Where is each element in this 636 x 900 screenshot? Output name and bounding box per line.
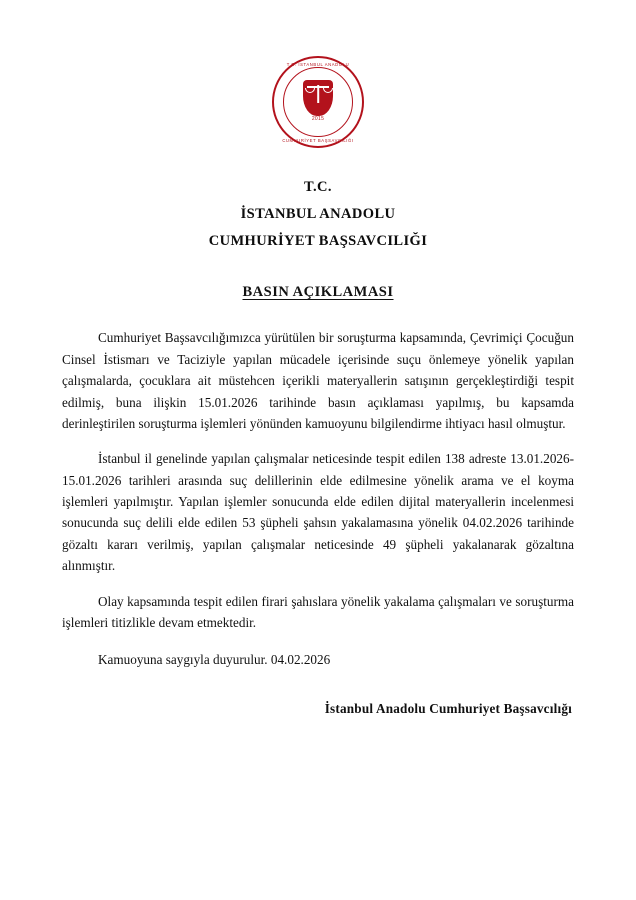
paragraph: İstanbul il genelinde yapılan çalışmalar neticesinde tespit edilen 138 adreste 13.01.2026-15.01.2026 tarihleri arasında suç delillerinin elde edilmesine yönelik arama ve el koyma işlemleri yapılmıştır. Yapılan işlemler sonucunda elde edilen dijital materyallerin incelenmesi sonucunda suç delili elde edilen 53 şüpheli şahsın yakalamasına yönelik 04.02.2026 tarihinde gözaltı kararı verilmiş, yapılan çalışmalar neticesinde 49 şüpheli yakalanarak gözaltına alınmıştır. <box>62 451 574 574</box>
signature-line: İstanbul Anadolu Cumhuriyet Başsavcılığı <box>324 700 572 716</box>
scales-of-justice-emblem-icon <box>272 56 364 148</box>
paragraph: Olay kapsamında tespit edilen firari şahıslara yönelik yakalama çalışmaları ve soruşturma işlemleri titizlikle devam etmektedir. <box>62 593 574 630</box>
document-body <box>62 327 574 670</box>
document-header <box>62 174 574 254</box>
emblem-text-bottom: CUMHURİYET BAŞSAVCILIĞI <box>282 137 354 143</box>
emblem-year: 2015 <box>311 116 325 122</box>
paragraph: Cumhuriyet Başsavcılığımızca yürütülen bir soruşturma kapsamında, Çevrimiçi Çocuğun Cinsel İstismarı ve Taciziyle yapılan mücadele içerisinde suçu önlemeye yönelik yapılan çalışmalarda, çocuklara ait müstehcen içerikli materyallerin satışının gerçekleştirdiği tespit edilmiş, buna ilişkin 15.01.2026 tarihinde basın açıklaması yapılmış, bu kapsamda derinleştirilen soruşturma işlemleri yönünden kamuoyunu bilgilendirme ihtiyacı hasıl olmuştur. <box>62 330 574 431</box>
emblem-scale-stem <box>317 85 319 103</box>
closing-statement: Kamuoyuna saygıyla duyurulur. 04.02.2026 <box>98 652 331 668</box>
emblem-container <box>62 56 574 148</box>
header-line-institution: İSTANBUL ANADOLU <box>240 205 396 222</box>
header-line-office: CUMHURİYET BAŞSAVCILIĞI <box>208 232 428 249</box>
page-title: BASIN AÇIKLAMASI <box>242 284 394 301</box>
header-line-country: T.C. <box>304 179 332 195</box>
emblem-text-top: T.C. İSTANBUL ANADOLU <box>286 61 350 67</box>
